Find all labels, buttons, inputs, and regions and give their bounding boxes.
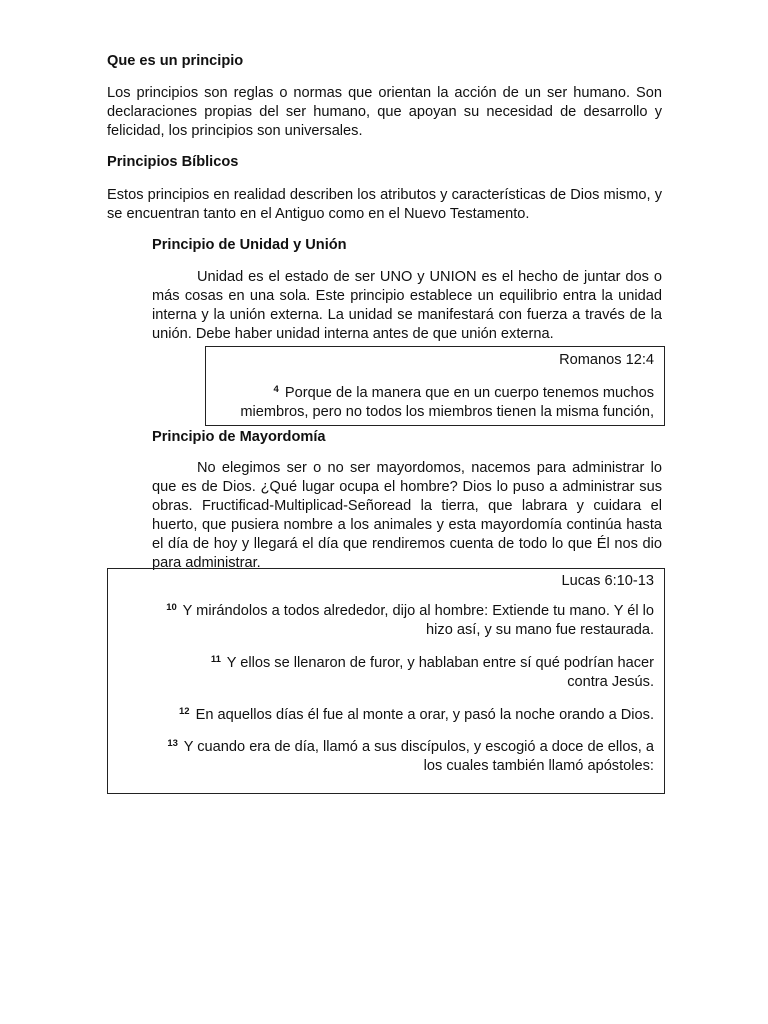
- heading-principio-mayordomia: Principio de Mayordomía: [152, 429, 326, 445]
- verse-text: Y mirándolos a todos alrededor, dijo al hombre: Extiende tu mano. Y él lo hizo así, y su mano fue restaurada.: [182, 603, 654, 638]
- paragraph-principio-unidad: Unidad es el estado de ser UNO y UNION es el hecho de juntar dos o más cosas en una sola. Este principio establece un equilibrio entra la unidad interna y la unión externa. La unidad se manifestará con fuerza a través de la unión. Debe haber unidad interna antes de que unión externa.: [152, 269, 662, 342]
- verse: [154, 738, 654, 776]
- verse: [154, 706, 654, 725]
- verse-text: Y ellos se llenaron de furor, y hablaban entre sí qué podrían hacer contra Jesús.: [226, 655, 654, 690]
- scripture-box-romanos: [205, 346, 665, 426]
- verse-text: En aquellos días él fue al monte a orar, y pasó la noche orando a Dios.: [195, 707, 654, 723]
- scripture-reference: Lucas 6:10-13: [561, 573, 654, 589]
- verse: [234, 384, 654, 422]
- paragraph-principio-mayordomia: No elegimos ser o no ser mayordomos, nacemos para administrar lo que es de Dios. ¿Qué lugar ocupa el hombre? Dios lo puso a administrar sus obras. Fructificad-Multiplicad-Señoread la tierra, que labrara y cuidara el huerto, que pusiera nombre a los animales y esta mayordomía continúa hasta el día de hoy y llegará el día que rendiremos cuenta de todo lo que Él nos dio para administrar.: [152, 460, 662, 571]
- paragraph-principios-biblicos: Estos principios en realidad describen los atributos y características de Dios mismo, y se encuentran tanto en el Antiguo como en el Nuevo Testamento.: [107, 187, 662, 222]
- verse-number: 12: [178, 706, 190, 717]
- paragraph-que-es-un-principio: Los principios son reglas o normas que orientan la acción de un ser humano. Son declaraciones propias del ser humano, que apoyan su necesidad de desarrollo y felicidad, los principios son universales.: [107, 85, 662, 139]
- heading-que-es-un-principio: Que es un principio: [107, 53, 244, 69]
- verse-number: 4: [273, 384, 279, 395]
- verse-text: Porque de la manera que en un cuerpo tenemos muchos miembros, pero no todos los miembros tienen la misma función,: [240, 385, 654, 420]
- verse-number: 13: [167, 738, 178, 749]
- verse-number: 10: [166, 602, 177, 613]
- heading-principio-unidad: Principio de Unidad y Unión: [152, 237, 347, 253]
- scripture-reference: Romanos 12:4: [559, 352, 654, 368]
- verse-number: 11: [210, 654, 221, 665]
- verse: [174, 654, 654, 692]
- verse-text: Y cuando era de día, llamó a sus discípulos, y escogió a doce de ellos, a los cuales también llamó apóstoles:: [183, 739, 654, 774]
- verse: [154, 602, 654, 640]
- scripture-box-lucas: [107, 568, 665, 794]
- heading-principios-biblicos: Principios Bíblicos: [107, 154, 239, 170]
